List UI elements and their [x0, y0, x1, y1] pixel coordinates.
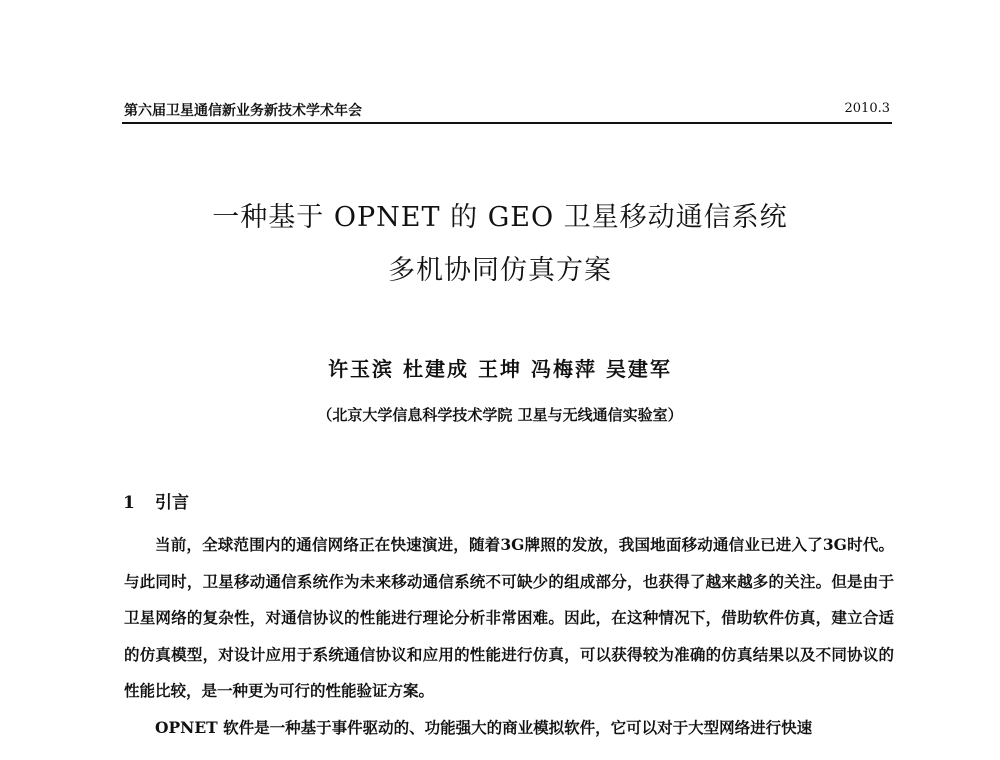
affiliation: （北京大学信息科学技术学院 卫星与无线通信实验室） [317, 406, 683, 424]
running-header [122, 100, 892, 124]
section-body [124, 527, 894, 747]
paper-title-line-1: 一种基于 OPNET 的 GEO 卫星移动通信系统 [212, 202, 788, 233]
paragraph-1: 当前，全球范围内的通信网络正在快速演进，随着3G牌照的发放，我国地面移动通信业已进入了3G时代。与此同时，卫星移动通信系统作为未来移动通信系统不可缺少的组成部分，也获得了越来越多的关注。但是由于卫星网络的复杂性，对通信协议的性能进行理论分析非常困难。因此，在这种情况下，借助软件仿真，建立合适的仿真模型，对设计应用于系统通信协议和应用的性能进行仿真，可以获得较为准确的仿真结果以及不同协议的性能比较，是一种更为可行的性能验证方案。 [124, 535, 894, 701]
paragraph-2: OPNET 软件是一种基于事件驱动的、功能强大的商业模拟软件，它可以对于大型网络进行快速 [155, 717, 813, 737]
section-number: 1 [123, 493, 135, 513]
paper-title-line-2: 多机协同仿真方案 [388, 255, 612, 286]
section-title: 引言 [155, 493, 189, 513]
section-heading [123, 488, 189, 513]
author-list: 许玉滨 杜建成 王坤 冯梅萍 吴建军 [328, 357, 672, 381]
publication-date: 2010.3 [844, 101, 890, 116]
conference-name: 第六届卫星通信新业务新技术学术年会 [124, 103, 362, 119]
